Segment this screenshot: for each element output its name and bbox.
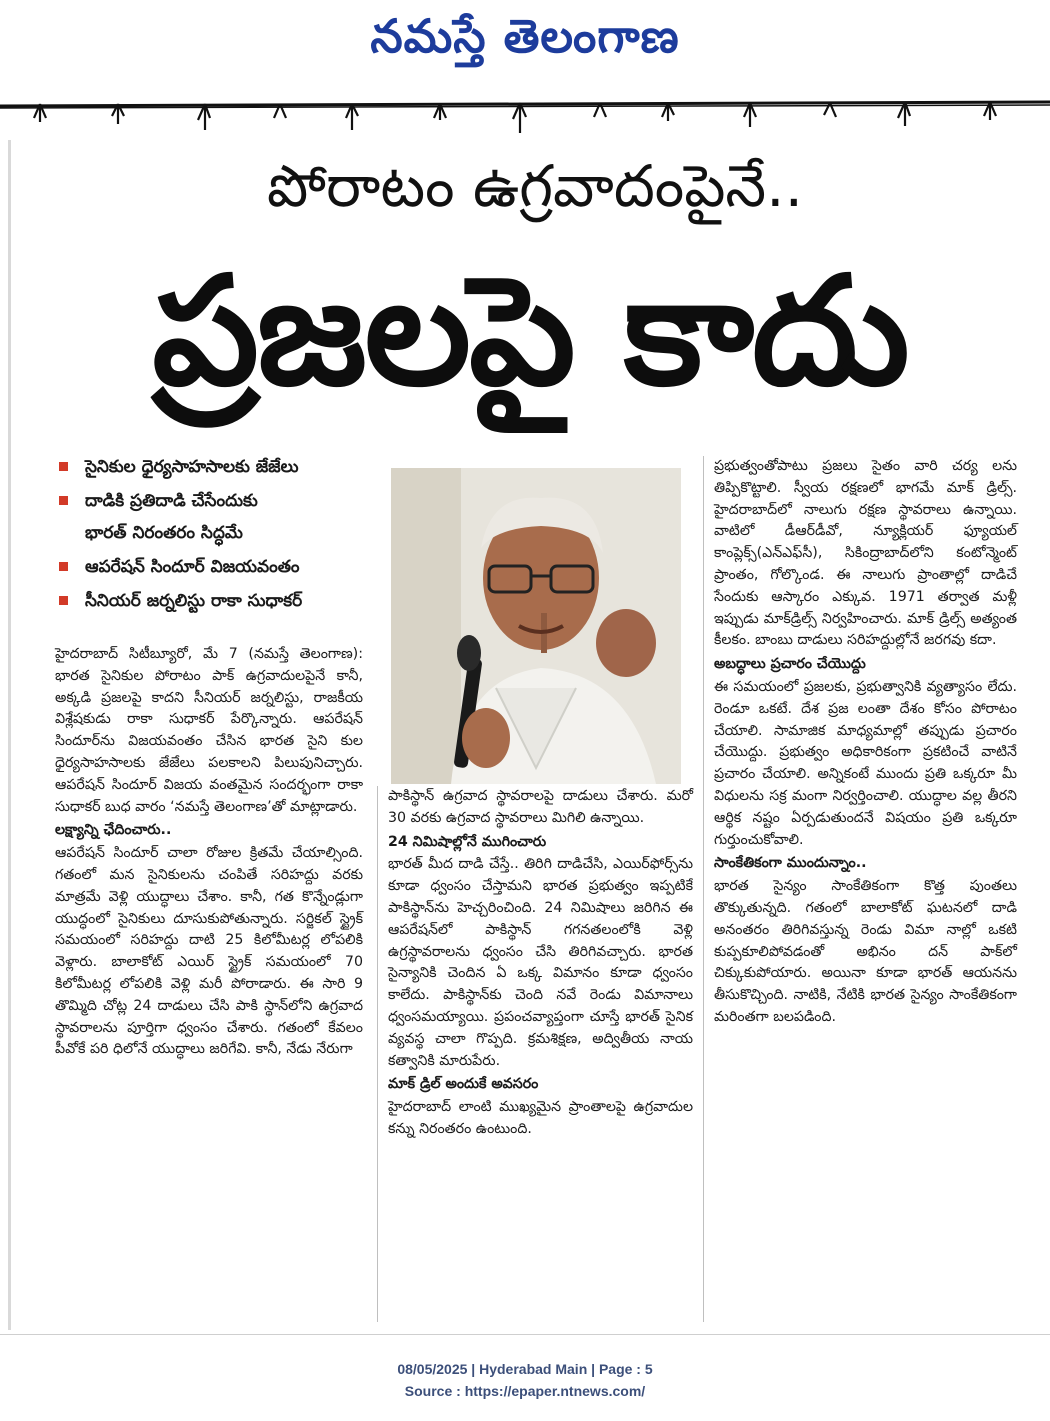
article-column-2 [388, 786, 693, 1141]
barbed-wire-banner [0, 96, 1050, 144]
article-paragraph: భారత్ మీద దాడి చేస్తే.. తిరిగి దాడిచేసి, ఎయిర్‌ఫోర్స్‌ను కూడా ధ్వంసం చేస్తామని భారత ప్రభుత్వం ఇప్పటికే పాకిస్థాన్‌ను హెచ్చరించింది. 24 నిమిషాలు జరిగిన ఈ ఆపరేషన్‌లో పాకిస్థాన్ గగనతలంలోకి వెళ్లి ఉగ్రస్థావరాలను ధ్వంసం చేసి తిరిగివచ్చారు. భారత సైన్యానికి చెందిన ఏ ఒక్క విమానం కూడా ధ్వంసం కాలేదు. పాకిస్థాన్‌కు చెంది నవే రెండు విమానాలు ధ్వంసమయ్యాయి. ప్రపంచవ్యాప్తంగా చూస్తే భారత్ సైనిక వ్యవస్థ చాలా గొప్పది. క్రమశిక్షణ, అద్వితీయ నాయ కత్వానికి మారుపేరు. [388, 856, 693, 1069]
article-paragraph: ఈ సమయంలో ప్రజలకు, ప్రభుత్వానికి వ్యత్యాసం లేదు. రెండూ ఒకటే. దేశ ప్రజ లంతా దేశం కోసం పోరాటం చేయాలి. సామాజిక మాధ్యమాల్లో తప్పుడు ప్రచారం చేయొద్దు. ప్రభుత్వం అధికారికంగా ప్రకటించే వాటినే ప్రచారం చేయాలి. అన్నికంటే ముందు ప్రతి ఒక్కరూ మీ విధులను సక్ర మంగా నిర్వర్తించాలి. యుద్ధాల వల్ల తీరని ఆర్థిక నష్టం ఏర్పడుతుందనే విషయం ప్రతి ఒక్కరూ గుర్తుంచుకోవాలి. [714, 678, 1017, 848]
highlight-item: ఆపరేషన్ సిందూర్ విజయవంతం [55, 556, 385, 578]
article-subheading: మాక్ డ్రిల్ అందుకే అవసరం [388, 1076, 539, 1093]
article-paragraph: పాకిస్థాన్ ఉగ్రవాద స్థావరాలపై దాడులు చేశారు. మరో 30 వరకు ఉగ్రవాద స్థావరాలు మిగిలి ఉన్నాయి. [388, 788, 693, 826]
article-column-1 [55, 644, 363, 1061]
speaker-photo-illustration [391, 468, 681, 784]
article-column-3 [714, 456, 1017, 1029]
article-subheading: 24 నిమిషాల్లోనే ముగించారు [388, 833, 547, 850]
column-divider [377, 786, 378, 1322]
masthead [0, 0, 1050, 70]
article-paragraph: హైదరాబాద్ లాంటి ముఖ్యమైన ప్రాంతాలపై ఉగ్రవాదుల కన్ను నిరంతరం ఉంటుంది. [388, 1099, 693, 1137]
bullet-square-icon [59, 596, 68, 605]
article-headline: ప్రజలపై కాదు [152, 245, 908, 419]
article-subheading: అబద్ధాలు ప్రచారం చేయొద్దు [714, 656, 866, 673]
speaker-photo [391, 468, 681, 784]
footer-divider [0, 1334, 1050, 1335]
bullet-square-icon [59, 462, 68, 471]
article-paragraph: భారత సైన్యం సాంకేతికంగా కొత్త పుంతలు తొక్కుతున్నది. గతంలో బాలాకోట్ ఘటనలో దాడి అనంతరం తిరిగివస్తున్న రెండు విమా నాల్లో ఒకటి కుప్పకూలిపోవడంతో అభినం దన్ పాక్‌లో చిక్కుకుపోయారు. అయినా కూడా భారత్ ఆయనను తీసుకొచ్చింది. నాటికి, నేటికి భారత సైన్యం సాంకేతికంగా మరింతగా బలపడింది. [714, 878, 1017, 1025]
article-paragraph: ఆపరేషన్ సిందూర్ చాలా రోజుల క్రితమే చేయాల్సింది. గతంలో మన సైనికులను చంపితే సరిహద్దు వరకు మాత్రమే వెళ్లి యుద్ధాలు చేశాం. కానీ, గత కొన్నేండ్లుగా యుద్ధంలో సైనికులు దూసుకుపోతున్నారు. సర్జికల్ స్ట్రైక్ సమయంలో సరిహద్దు దాటి 25 కిలోమీటర్ల లోపలికి వెళ్లారు. బాలాకోట్ ఎయిర్ స్ట్రైక్ సమయంలో 70 కిలోమీటర్ల లోపలికి వెళ్లి మరీ పోరాడారు. ఈ సారి 9 తొమ్మిది చోట్ల 24 దాడులు చేసి పాకి స్థాన్‌లోని ఉగ్రవాద స్థావరాలను పూర్తిగా ధ్వంసం చేశారు. గతంలో కేవలం పీవోకే పరి ధిలోనే యుద్ధాలు జరిగేవి. కానీ, నేడు నేరుగా [55, 845, 363, 1058]
column-divider [703, 456, 704, 1322]
source-link[interactable]: Source : https://epaper.ntnews.com/ [404, 1383, 646, 1399]
article-kicker: పోరాటం ఉగ్రవాదంపైనే.. [266, 152, 804, 220]
highlight-item: సైనికుల ధైర్యసాహసాలకు జేజేలు [55, 456, 385, 478]
article-paragraph: హైదరాబాద్ సిటీబ్యూరో, మే 7 (నమస్తే తెలంగాణ): భారత సైనికుల పోరాటం పాక్ ఉగ్రవాదులపైనే కానీ, అక్కడి ప్రజలపై కాదని సీనియర్ జర్నలిస్టు, రాజకీయ విశ్లేషకుడు రాకా సుధాకర్ పేర్కొన్నారు. ఆపరేషన్ సిందూర్‌ను విజయవంతం చేసిన భారత సైని కుల ధైర్యసాహసాలకు జేజేలు పలకాలని పిలుపునిచ్చారు. ఆపరేషన్ సిందూర్ విజయ వంతమైన సందర్భంగా రాకా సుధాకర్ బుధ వారం ‘నమస్తే తెలంగాణ’తో మాట్లాడారు. [55, 646, 363, 815]
page-footer [0, 1358, 1050, 1402]
left-margin-rule [8, 140, 11, 1330]
highlight-item: సీనియర్ జర్నలిస్టు రాకా సుధాకర్ [55, 590, 385, 612]
edition-info: 08/05/2025 | Hyderabad Main | Page : 5 [397, 1361, 653, 1377]
article-subheading: లక్ష్యాన్ని ఛేదించారు.. [55, 822, 172, 839]
newspaper-logo: నమస్తే తెలంగాణ [370, 9, 680, 63]
article-subheading: సాంకేతికంగా ముందున్నాం.. [714, 855, 867, 872]
highlights-list [55, 456, 385, 624]
bullet-square-icon [59, 496, 68, 505]
article-paragraph: ప్రభుత్వంతోపాటు ప్రజలు సైతం వారి చర్య లను తిప్పికొట్టాలి. స్వీయ రక్షణలో భాగమే మాక్ డ్రిల్స్. హైదరాబాద్‌లో నాలుగు రక్షణ స్థావరాలు ఉన్నాయి. వాటిలో డీఆర్‌డీవో, న్యూక్లియర్ ఫ్యూయల్ కాంప్లెక్స్(ఎన్‌ఎఫ్‌సీ), సికింద్రాబాద్‌లోని కంటోన్మెంట్ ప్రాంతం, గోల్కొండ. ఈ నాలుగు ప్రాంతాల్లో దాడిచే సేందుకు ఆస్కారం ఎక్కువ. 1971 తర్వాత మళ్లీ ఇప్పుడు మాక్‌డ్రిల్స్ నిర్వహించారు. మాక్ డ్రిల్స్ అత్యంత కీలకం. బాంబు దాడులు సరిహద్దుల్లోనే జరగవు కదా. [714, 458, 1017, 649]
highlight-item: దాడికి ప్రతిదాడి చేసేందుకు భారత్ నిరంతరం సిద్ధమే [55, 490, 385, 544]
bullet-square-icon [59, 562, 68, 571]
